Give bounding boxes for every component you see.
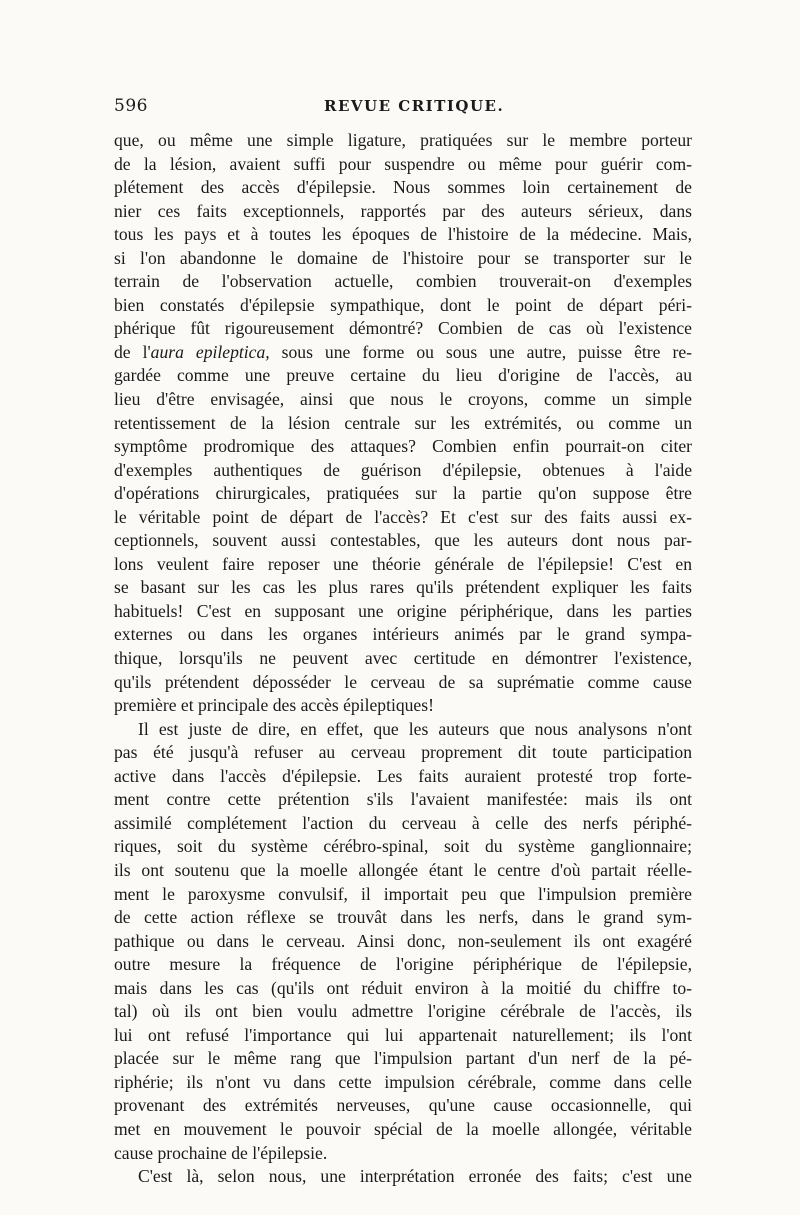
text-line: d'opérations chirurgicales, pratiquées sur la partie qu'on suppose être xyxy=(114,483,692,504)
text-line: ment le paroxysme convulsif, il importait peu que l'impulsion première xyxy=(114,883,692,904)
text-line: mais dans les cas (qu'ils ont réduit environ à la moitié du chiffre to- xyxy=(114,977,692,998)
italic-term: aura epileptica, xyxy=(150,341,270,362)
text-line: habituels! C'est en supposant une origine périphérique, dans les parties xyxy=(114,600,692,621)
body-text xyxy=(114,129,692,1189)
text-line: plétement des accès d'épilepsie. Nous sommes loin certainement de xyxy=(114,177,692,198)
text-line: riphérie; ils n'ont vu dans cette impulsion cérébrale, comme dans celle xyxy=(114,1071,692,1092)
text-line: lui ont refusé l'importance qui lui appartenait naturellement; ils l'ont xyxy=(114,1024,692,1045)
line-segment: sous une forme ou sous une autre, puisse être re- xyxy=(269,341,692,362)
text-line: que, ou même une simple ligature, pratiquées sur le membre porteur xyxy=(114,130,692,150)
text-line: assimilé complétement l'action du cerveau à celle des nerfs périphé- xyxy=(114,812,692,833)
text-line: outre mesure la fréquence de l'origine périphérique de l'épilepsie, xyxy=(114,954,692,975)
text-line: pas été jusqu'à refuser au cerveau proprement dit toute participation xyxy=(114,742,692,763)
text-line: d'exemples authentiques de guérison d'épilepsie, obtenues à l'aide xyxy=(114,459,692,480)
text-line: C'est là, selon nous, une interprétation erronée des faits; c'est une xyxy=(138,1166,692,1187)
text-line: de cette action réflexe se trouvât dans les nerfs, dans le grand sym- xyxy=(114,907,692,928)
text-line: lons veulent faire reposer une théorie générale de l'épilepsie! C'est en xyxy=(114,553,692,574)
text-line-with-italic xyxy=(114,341,692,365)
text-line: ment contre cette prétention s'ils l'avaient manifestée: mais ils ont xyxy=(114,789,692,810)
text-line: thique, lorsqu'ils ne peuvent avec certitude en démontrer l'existence, xyxy=(114,648,692,669)
text-line: première et principale des accès épileptiques! xyxy=(114,695,434,716)
text-line: Il est juste de dire, en effet, que les auteurs que nous analysons n'ont xyxy=(138,718,692,739)
text-line: de la lésion, avaient suffi pour suspendre ou même pour guérir com- xyxy=(114,153,692,174)
text-line: qu'ils prétendent déposséder le cerveau de sa suprématie comme cause xyxy=(114,671,692,692)
text-line: le véritable point de départ de l'accès? Et c'est sur des faits aussi ex- xyxy=(114,506,692,527)
text-line: phérique fût rigoureusement démontré? Combien de cas où l'existence xyxy=(114,318,692,339)
text-line: active dans l'accès d'épilepsie. Les faits auraient protesté trop forte- xyxy=(114,765,692,786)
text-line: lieu d'être envisagée, ainsi que nous le croyons, comme un simple xyxy=(114,389,692,410)
text-line: si l'on abandonne le domaine de l'histoire pour se transporter sur le xyxy=(114,247,692,268)
text-line: cause prochaine de l'épilepsie. xyxy=(114,1142,328,1163)
text-line: pathique ou dans le cerveau. Ainsi donc, non-seulement ils ont exagéré xyxy=(114,930,692,951)
text-line: se basant sur les cas les plus rares qu'ils prétendent expliquer les faits xyxy=(114,577,692,598)
page-header xyxy=(114,96,692,120)
text-line: tal) où ils ont bien voulu admettre l'origine cérébrale de l'accès, ils xyxy=(114,1001,692,1022)
text-line: ceptionnels, souvent aussi contestables, que les auteurs dont nous par- xyxy=(114,530,692,551)
text-line: ils ont soutenu que la moelle allongée étant le centre d'où partait réelle- xyxy=(114,859,692,880)
text-line: bien constatés d'épilepsie sympathique, dont le point de départ péri- xyxy=(114,294,692,315)
text-line: riques, soit du système cérébro-spinal, soit du système ganglionnaire; xyxy=(114,836,692,857)
page-number: 596 xyxy=(114,96,148,116)
text-line: met en mouvement le pouvoir spécial de la moelle allongée, véritable xyxy=(114,1118,692,1139)
text-line: gardée comme une preuve certaine du lieu d'origine de l'accès, au xyxy=(114,365,692,386)
text-line: tous les pays et à toutes les époques de l'histoire de la médecine. Mais, xyxy=(114,224,692,245)
text-line: symptôme prodromique des attaques? Combien enfin pourrait-on citer xyxy=(114,436,692,457)
text-line: externes ou dans les organes intérieurs animés par le grand sympa- xyxy=(114,624,692,645)
running-title: REVUE CRITIQUE. xyxy=(324,97,505,115)
line-segment: de l' xyxy=(114,341,151,362)
text-line: retentissement de la lésion centrale sur les extrémités, ou comme un xyxy=(114,412,692,433)
text-line: nier ces faits exceptionnels, rapportés par des auteurs sérieux, dans xyxy=(114,200,692,221)
text-line: terrain de l'observation actuelle, combien trouverait-on d'exemples xyxy=(114,271,692,292)
text-line: placée sur le même rang que l'impulsion partant d'un nerf de la pé- xyxy=(114,1048,692,1069)
text-line: provenant des extrémités nerveuses, qu'une cause occasionnelle, qui xyxy=(114,1095,692,1116)
